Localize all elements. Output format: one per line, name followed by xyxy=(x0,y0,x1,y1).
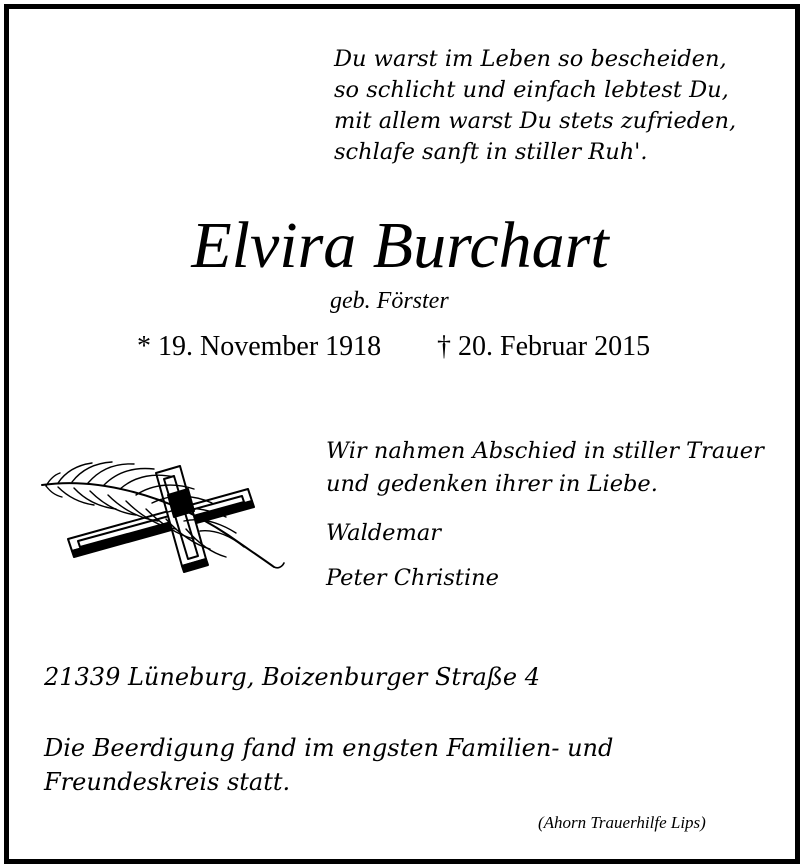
mourning-line: Wir nahmen Abschied in stiller Trauer xyxy=(326,438,764,464)
poem-line: Du warst im Leben so bescheiden, xyxy=(334,46,727,72)
family-address: 21339 Lüneburg, Boizenburger Straße 4 xyxy=(44,663,540,691)
signer-name: Peter Christine xyxy=(326,565,499,591)
funeral-note xyxy=(44,731,613,799)
poem-line: so schlicht und einfach lebtest Du, xyxy=(334,77,729,103)
death-date: † 20. Februar 2015 xyxy=(437,331,651,362)
birth-date: * 19. November 1918 xyxy=(137,331,382,362)
funeral-note-line: Die Beerdigung fand im engsten Familien- und xyxy=(44,734,614,762)
signer-name: Waldemar xyxy=(326,520,442,546)
funeral-note-line: Freundeskreis statt. xyxy=(44,768,291,796)
poem-line: schlafe sanft in stiller Ruh'. xyxy=(334,139,648,165)
deceased-name: Elvira Burchart xyxy=(191,209,609,282)
mourning-message xyxy=(326,435,764,501)
mourning-line: und gedenken ihrer in Liebe. xyxy=(326,471,658,497)
poem-line: mit allem warst Du stets zufrieden, xyxy=(334,108,737,134)
cross-with-palm-frond-icon xyxy=(38,455,288,580)
maiden-name: geb. Förster xyxy=(330,288,449,314)
poem-verse xyxy=(334,44,736,168)
funeral-home-credit: (Ahorn Trauerhilfe Lips) xyxy=(538,813,706,832)
